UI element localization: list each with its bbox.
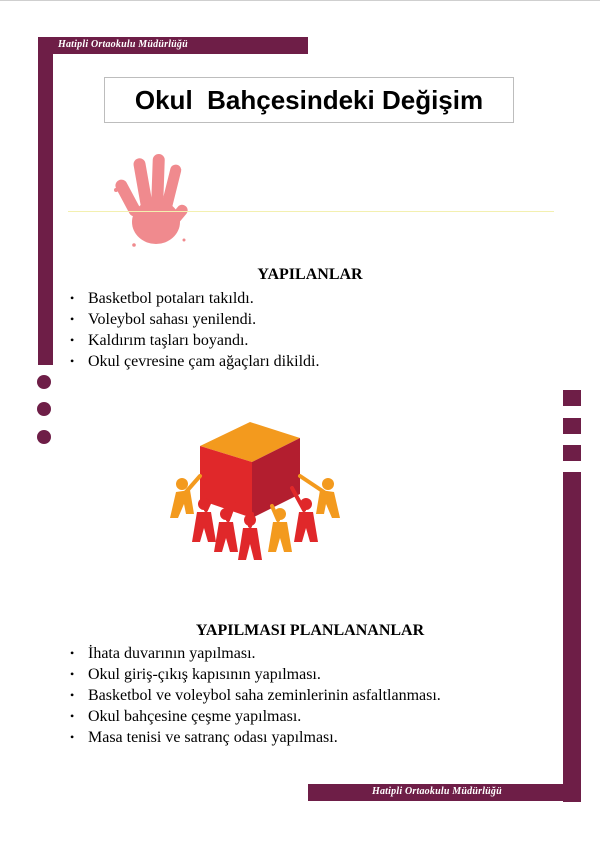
- people-lifting-cube-illustration: [160, 418, 350, 568]
- decorative-square: [563, 390, 581, 406]
- list-item: • Masa tenisi ve satranç odası yapılması.: [70, 729, 338, 746]
- divider-line: [68, 211, 554, 212]
- list-item: • Voleybol sahası yenilendi.: [70, 311, 257, 328]
- header-organization: Hatipli Ortaokulu Müdürlüğü: [58, 39, 188, 50]
- decorative-square: [563, 445, 581, 461]
- decorative-dot: [37, 402, 51, 416]
- done-list: [68, 288, 319, 372]
- list-item: • Okul giriş-çıkış kapısının yapılması.: [70, 666, 321, 683]
- list-item: • Basketbol potaları takıldı.: [70, 290, 254, 307]
- page-top-rule: [0, 0, 600, 1]
- planned-list: [68, 643, 441, 748]
- decorative-square: [563, 418, 581, 434]
- title-box: [104, 77, 514, 123]
- section-heading-planned: YAPILMASI PLANLANANLAR: [195, 622, 425, 639]
- right-frame-bar: [563, 472, 581, 802]
- footer-organization: Hatipli Ortaokulu Müdürlüğü: [372, 786, 502, 797]
- decorative-dot: [37, 375, 51, 389]
- page-title: Okul Bahçesindeki Değişim: [134, 84, 484, 115]
- list-item: • İhata duvarının yapılması.: [70, 645, 256, 662]
- list-item: • Okul çevresine çam ağaçları dikildi.: [70, 353, 320, 370]
- handprint-icon: [104, 150, 194, 250]
- decorative-dot: [37, 430, 51, 444]
- list-item: • Kaldırım taşları boyandı.: [70, 332, 249, 349]
- left-frame-bar: [38, 37, 53, 365]
- list-item: • Basketbol ve voleybol saha zeminlerinin asfaltlanması.: [70, 687, 441, 704]
- list-item: • Okul bahçesine çeşme yapılması.: [70, 708, 302, 725]
- section-heading-done: YAPILANLAR: [257, 266, 363, 283]
